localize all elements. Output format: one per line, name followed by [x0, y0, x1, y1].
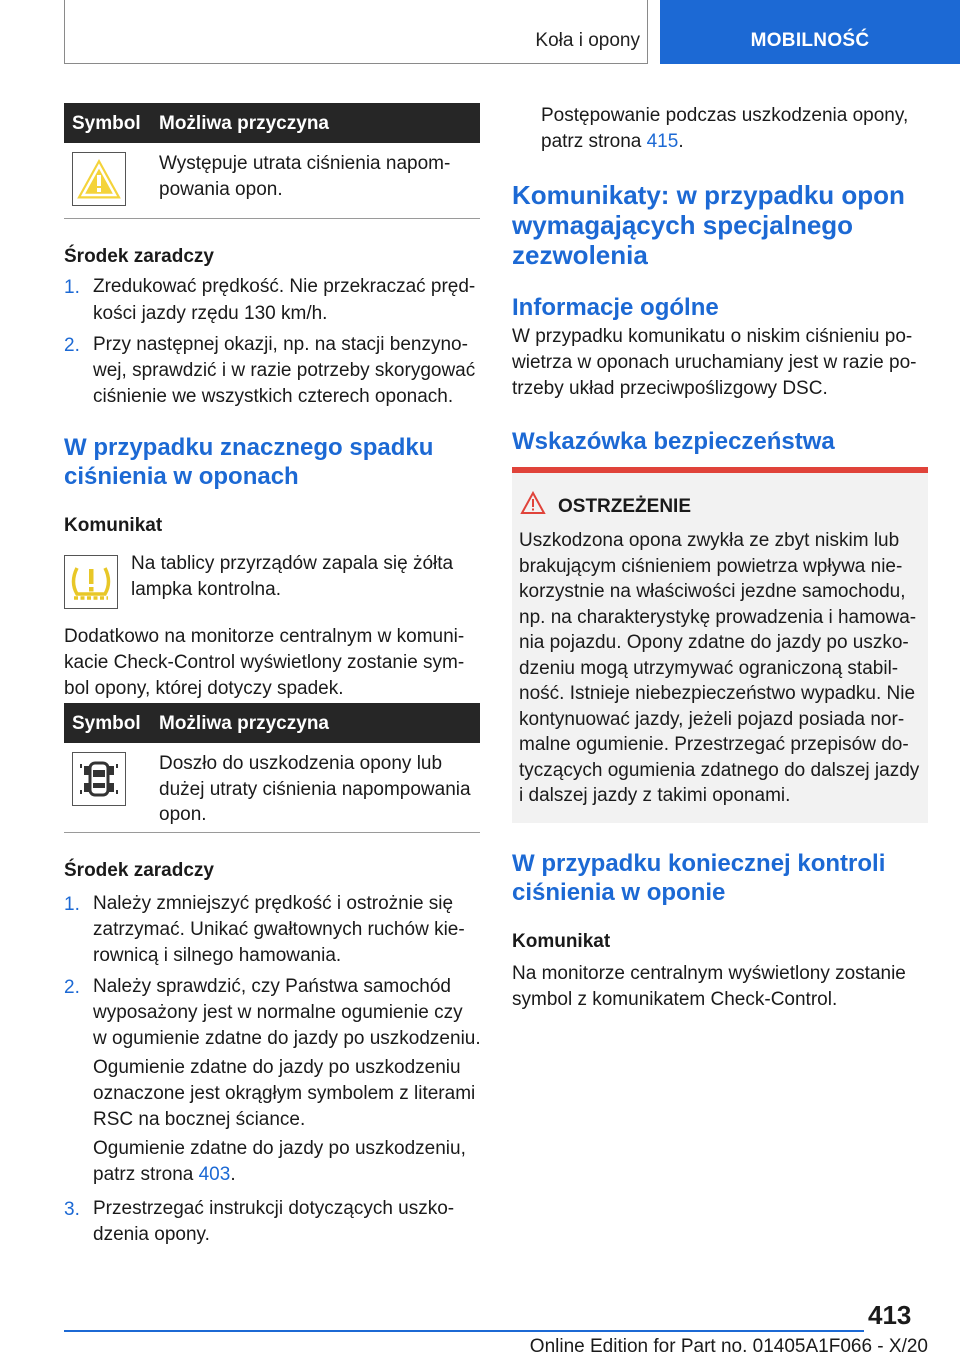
message-body-line1: Dodatkowo na monitorze centralnym w komuni- [64, 626, 465, 647]
warning-line9: malne ogumienie. Przestrzegać przepisów do- [519, 734, 909, 755]
remedy2-note1-line2: oznaczone jest okrągłym symbolem z literami [93, 1083, 476, 1104]
check-line2: symbol z komunikatem Check-Control. [512, 989, 838, 1010]
remedy2-item3-line2: dzenia opony. [93, 1224, 210, 1245]
warning-line5: nia pojazdu. Opony zdatne do jazdy po uszko- [519, 632, 909, 653]
remedy2-item2-line3: w ogumienie zdatne do jazdy po uszkodzeniu. [93, 1028, 481, 1049]
warning-line6: dzeniu mogą utrzymywać ograniczoną stabil- [519, 658, 899, 679]
remedy1-item2-line1: Przy następnej okazji, np. na stacji benzyno- [93, 334, 468, 355]
remedy1-heading: Środek zaradczy [64, 246, 214, 267]
table1-bottom-rule [64, 218, 480, 219]
check-message-heading: Komunikat [512, 931, 611, 952]
remedy1-item1-line2: kości jazdy rzędu 130 km/h. [93, 303, 328, 324]
check-line1: Na monitorze centralnym wyświetlony zostanie [512, 963, 906, 984]
main-heading-line1: Komunikaty: w przypadku opon [512, 180, 905, 210]
table2-cause-line-2: dużej utraty ciśnienia napompowania [159, 779, 471, 800]
remedy2-item1-line1: Należy zmniejszyć prędkość i ostrożnie się [93, 893, 454, 914]
lamp-line1: Na tablicy przyrządów zapala się żółta [131, 553, 454, 574]
remedy1-item2-line2: wej, sprawdzić i w razie potrzeby skorygować [93, 360, 476, 381]
remedy1-item1-number: 1. [64, 277, 80, 298]
page-link-415[interactable]: 415 [646, 131, 679, 152]
remedy1-item2-number: 2. [64, 335, 80, 356]
remedy2-note1-line1: Ogumienie zdatne do jazdy po uszkodzeniu [93, 1057, 461, 1078]
table2-col-symbol: Symbol [72, 713, 141, 734]
check-heading-line1: W przypadku koniecznej kontroli [512, 850, 886, 877]
page-link-403[interactable]: 403 [198, 1164, 231, 1185]
remedy2-item3-line1: Przestrzegać instrukcji dotyczących uszko- [93, 1198, 455, 1219]
remedy2-item1-line2: zatrzymać. Unikać gwałtownych ruchów kie- [93, 919, 465, 940]
remedy1-item1-line1: Zredukować prędkość. Nie przekraczać pręd- [93, 276, 476, 297]
intro-line1: Postępowanie podczas uszkodzenia opony, [541, 105, 909, 126]
warning-line4: np. na charakterystykę prowadzenia i hamowa- [519, 607, 917, 628]
section-heading-line2: ciśnienia w oponach [64, 463, 299, 490]
remedy2-note2-suffix: . [230, 1164, 236, 1185]
general-line2: wietrza w oponach uruchamiany jest w razie po- [512, 352, 917, 373]
remedy2-item1-number: 1. [64, 894, 80, 915]
table2-col-cause: Możliwa przyczyna [159, 713, 329, 734]
warning-line3: korzystnie na właściwości jezdne samochodu, [519, 581, 906, 602]
message-body-line2: kacie Check-Control wyświetlony zostanie sym- [64, 652, 465, 673]
table2-header [64, 703, 480, 743]
footer-edition: Online Edition for Part no. 01405A1F066 - X/20 [529, 1336, 928, 1357]
warning-line7: ność. Istnieje niebezpieczeństwo wypadku. Nie [519, 683, 916, 704]
lamp-line2: lampka kontrolna. [131, 579, 281, 600]
remedy2-item3-number: 3. [64, 1199, 80, 1220]
check-heading-line2: ciśnienia w oponie [512, 879, 726, 906]
intro-line2 [541, 129, 684, 156]
general-line3: trzeby układ przeciwpoślizgowy DSC. [512, 378, 828, 399]
table2-cause-line-3: opon. [159, 804, 207, 825]
remedy2-note1-line3: RSC na bocznej ściance. [93, 1109, 306, 1130]
warning-title: OSTRZEŻENIE [558, 496, 692, 517]
main-heading-line2: wymagających specjalnego [512, 210, 854, 240]
page-number: 413 [868, 1300, 912, 1330]
general-line1: W przypadku komunikatu o niskim ciśnieniu po- [512, 326, 913, 347]
remedy2-item2-line1: Należy sprawdzić, czy Państwa samochód [93, 976, 451, 997]
intro-suffix: . [678, 131, 684, 152]
header-chapter-tab[interactable]: MOBILNOŚĆ [660, 0, 960, 64]
warning-line10: tyczących ogumienia zdatnego do dalszej jazdy [519, 760, 920, 781]
tire-pressure-warning-icon [64, 555, 118, 609]
remedy2-item2-number: 2. [64, 977, 80, 998]
remedy2-item1-line3: rownicą i silnego hamowania. [93, 945, 342, 966]
section-heading-line1: W przypadku znacznego spadku [64, 434, 434, 461]
message-heading: Komunikat [64, 515, 163, 536]
main-heading-line3: zezwolenia [512, 240, 648, 270]
warning-line1: Uszkodzona opona zwykła ze zbyt niskim lub [519, 530, 900, 551]
table2-cause-line-1: Doszło do uszkodzenia opony lub [159, 753, 443, 774]
remedy2-heading: Środek zaradczy [64, 860, 214, 881]
warning-line8: kontynuować jazdy, jeżeli pojazd posiada nor- [519, 709, 905, 730]
table1-cause-line-2: powania opon. [159, 179, 283, 200]
table1-header [64, 103, 480, 143]
table2-bottom-rule [64, 832, 480, 833]
remedy2-note2-line1: Ogumienie zdatne do jazdy po uszkodzeniu, [93, 1138, 466, 1159]
remedy2-note2-prefix: patrz strona [93, 1164, 199, 1185]
safety-heading: Wskazówka bezpieczeństwa [512, 428, 835, 455]
table1-col-cause: Możliwa przyczyna [159, 113, 329, 134]
remedy2-item2-line2: wyposażony jest w normalne ogumienie czy [93, 1002, 463, 1023]
warning-triangle-outline-icon [520, 491, 546, 520]
remedy2-note2-line2 [93, 1162, 236, 1189]
car-tire-damage-icon [72, 752, 126, 806]
message-body-line3: bol opony, której dotyczy spadek. [64, 678, 344, 699]
remedy1-item2-line3: ciśnienie we wszystkich czterech oponach. [93, 386, 454, 407]
header-section-title: Koła i opony [535, 30, 640, 51]
warning-line11: i dalszej jazdy z takimi oponami. [519, 785, 791, 806]
table1-col-symbol: Symbol [72, 113, 141, 134]
general-info-heading: Informacje ogólne [512, 294, 719, 321]
intro-prefix: patrz strona [541, 131, 647, 152]
warning-triangle-icon [72, 152, 126, 206]
table1-cause-line-1: Występuje utrata ciśnienia napom- [159, 153, 451, 174]
warning-line2: brakującym ciśnieniem powietrza wpływa nie- [519, 556, 903, 577]
footer-rule [64, 1330, 864, 1332]
